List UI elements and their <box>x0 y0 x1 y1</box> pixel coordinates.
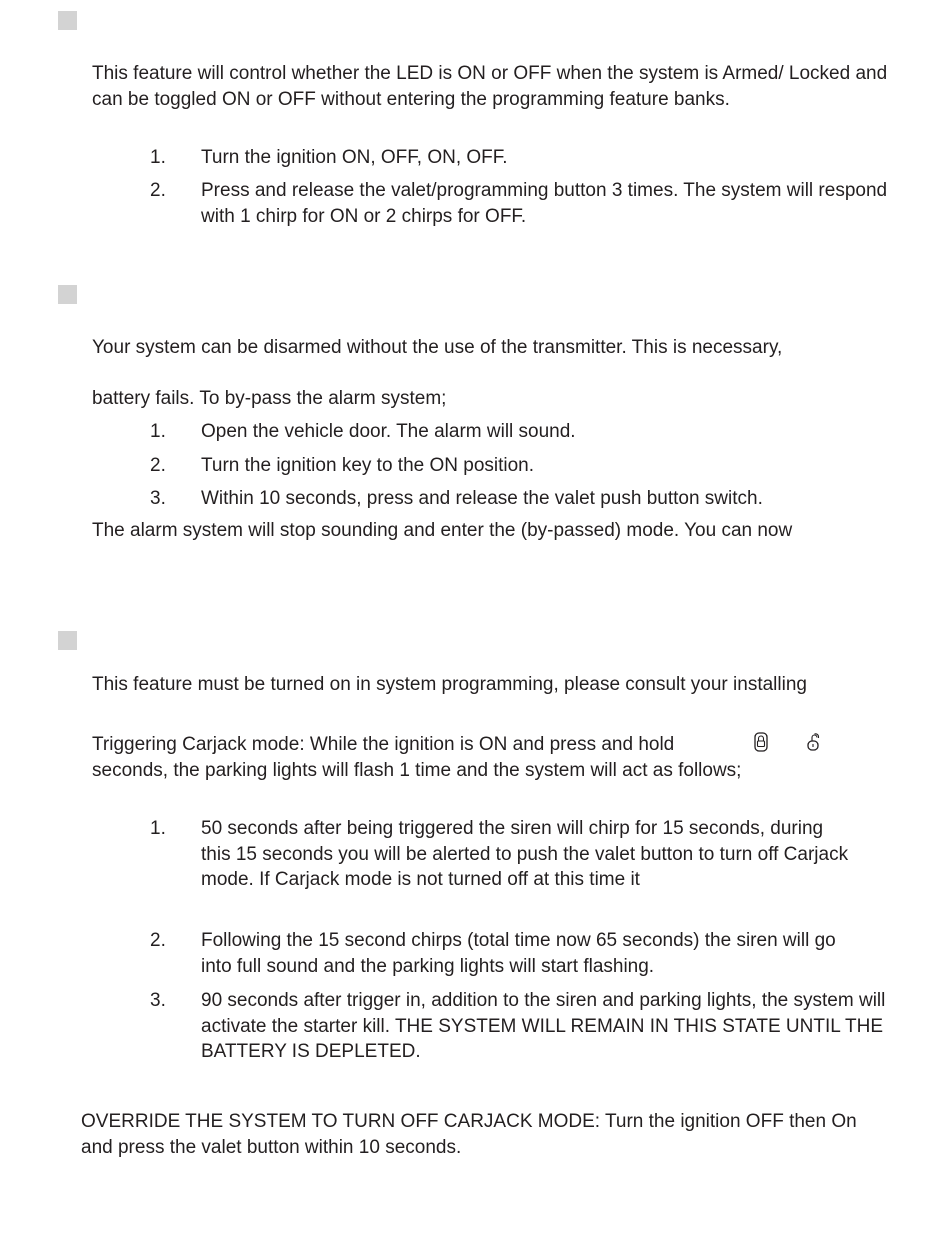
section3-intro: This feature must be turned on in system programming, please consult your installing <box>92 674 807 695</box>
list-text: Turn the ignition key to the ON position. <box>201 455 535 476</box>
lock-button-icon <box>752 730 770 754</box>
list-number: 3. <box>150 488 166 509</box>
list-item <box>150 988 910 1065</box>
section2-outro: The alarm system will stop sounding and enter the (by-passed) mode. You can now <box>92 520 793 541</box>
list-number: 3. <box>150 990 166 1011</box>
unlock-button-icon <box>804 730 822 754</box>
section2-intro-line1: Your system can be disarmed without the use of the transmitter. This is necessary, <box>92 337 783 358</box>
list-number: 1. <box>150 818 166 839</box>
carjack-override-instructions: OVERRIDE THE SYSTEM TO TURN OFF CARJACK MODE: Turn the ignition OFF then On and press the valet button within 10 seconds. <box>81 1111 857 1158</box>
list-item <box>150 419 910 445</box>
list-item <box>150 816 910 893</box>
list-item <box>150 178 910 229</box>
section-marker <box>58 11 77 30</box>
list-text: Press and release the valet/programming button 3 times. The system will respond with 1 chirp for ON or 2 chirps for OFF. <box>201 180 888 227</box>
list-item <box>150 486 910 512</box>
section2-intro-line2: battery fails. To by-pass the alarm system; <box>92 388 447 409</box>
carjack-trigger-line2: seconds, the parking lights will flash 1 time and the system will act as follows; <box>92 760 742 781</box>
list-number: 1. <box>150 421 166 442</box>
list-text: 50 seconds after being triggered the siren will chirp for 15 seconds, during this 15 seconds you will be alerted to push the valet button to turn off Carjack mode. If Carjack mode is not turned off at this time it <box>201 818 849 890</box>
list-item <box>150 928 910 979</box>
section-marker <box>58 631 77 650</box>
section1-intro: This feature will control whether the LED is ON or OFF when the system is Armed/ Locked and can be toggled ON or OFF without entering the programming feature banks. <box>92 63 888 110</box>
list-item <box>150 453 910 479</box>
list-number: 2. <box>150 455 166 476</box>
list-text: Within 10 seconds, press and release the valet push button switch. <box>201 488 763 509</box>
list-text: Turn the ignition ON, OFF, ON, OFF. <box>201 147 508 168</box>
list-number: 2. <box>150 180 166 201</box>
list-text: Following the 15 second chirps (total time now 65 seconds) the siren will go into full sound and the parking lights will start flashing. <box>201 930 836 977</box>
list-number: 2. <box>150 930 166 951</box>
list-item <box>150 145 910 171</box>
list-text: 90 seconds after trigger in, addition to the siren and parking lights, the system will activate the starter kill. THE SYSTEM WILL REMAIN IN THIS STATE UNTIL THE BATTERY IS DEPLETED. <box>201 990 886 1062</box>
section-marker <box>58 285 77 304</box>
list-text: Open the vehicle door. The alarm will sound. <box>201 421 576 442</box>
list-number: 1. <box>150 147 166 168</box>
carjack-trigger-line1: Triggering Carjack mode: While the ignition is ON and press and hold <box>92 734 675 755</box>
